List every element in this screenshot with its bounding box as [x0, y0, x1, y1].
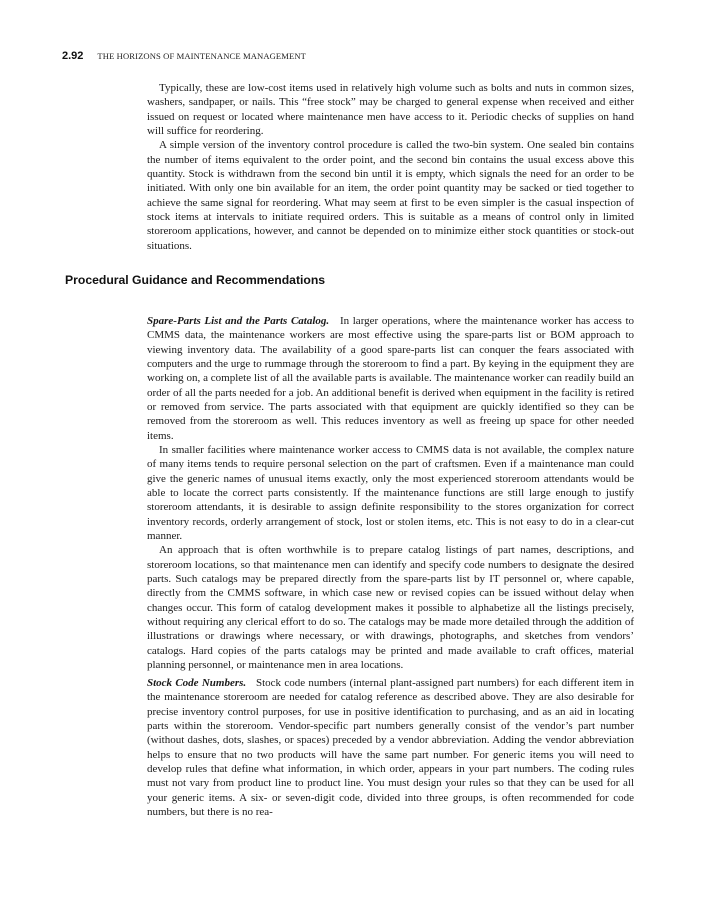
spare-parts-text-block	[147, 314, 634, 672]
stock-codes-text-block	[147, 676, 634, 819]
spare-parts-paragraph-2: In smaller facilities where maintenance worker access to CMMS data is not available, the complex nature of many items tends to require personal selection on the part of craftsmen. Even if a maintenance man could give the generic names of unusual items exactly, only the most experienced storeroom attendants would be able to locate the correct parts consistently. If the maintenance functions are still large enough to justify storeroom attendants, it is desirable to assign definite responsibility to the stores organization for correct inventory records, orderly arrangement of stock, lost or stolen items, etc. This is not easy to do in a clear-cut manner.	[147, 443, 634, 542]
stock-codes-paragraph-1	[147, 676, 634, 819]
stock-codes-paragraph-1-text: Stock code numbers (internal plant-assigned part numbers) for each different item in the maintenance storeroom are needed for catalog reference as described above. They are also desirable for precise inventory control purposes, for use in positive identification to purchasing, and as an aid in locating parts within the storeroom. Vendor-specific part numbers generally consist of the vendor’s part number (without dashes, dots, slashes, or spaces) preceded by a vendor abbreviation. Adding the vendor abbreviation helps to ensure that no two products will have the same part number. For generic items you will need to develop rules that define what information, in which order, appears in your part numbers. The coding rules must not vary from product line to product line. You must design your rules so that they can be used for all your generic items. A six- or seven-digit code, divided into three groups, is often recommended for code numbers, but there is no rea-	[147, 677, 634, 818]
page-number: 2.92	[62, 50, 84, 62]
spare-parts-run-in-heading: Spare-Parts List and the Parts Catalog.	[147, 315, 330, 327]
page-header	[62, 50, 662, 64]
running-head: THE HORIZONS OF MAINTENANCE MANAGEMENT	[97, 51, 307, 61]
intro-text-block	[147, 81, 634, 253]
stock-codes-run-in-heading: Stock Code Numbers.	[147, 677, 247, 689]
spare-parts-paragraph-1-text: In larger operations, where the maintenance worker has access to CMMS data, the maintenance workers are most effective using the spare-parts list or BOM approach to viewing inventory data. The availability of a good spare-parts list can conquer the fears associated with computers and the urge to rummage through the storeroom to find a part. By keying in the equipment they are working on, a complete list of all the available parts is available. The maintenance worker can readily build an order of all the parts needed for a job. An additional benefit is derived when equipment in the facility is retired or removed from service. The parts associated with that equipment are quickly identified so they can be removed from the storeroom as well. This reduces inventory as well as freeing up space for other needed items.	[147, 315, 634, 442]
section-heading: Procedural Guidance and Recommendations	[65, 273, 326, 287]
intro-paragraph-1: Typically, these are low-cost items used in relatively high volume such as bolts and nuts in common sizes, washers, sandpaper, or nails. This “free stock” may be charged to general expense when received and either issued on request or located where maintenance men have access to it. Periodic checks of supplies on hand will suffice for reordering.	[147, 82, 634, 137]
spare-parts-paragraph-3: An approach that is often worthwhile is to prepare catalog listings of part names, descriptions, and storeroom locations, so that maintenance men can identify and specify code numbers to designate the desired parts. Such catalogs may be prepared directly from the spare-parts list by IT personnel or, where capable, directly from the CMMS software, in which case new or revised copies can be issued without delay when changes occur. This form of catalog development makes it possible to alphabetize all the listings precisely, without requiring any clerical effort to do so. The catalogs may be made more detailed through the addition of illustrations or drawings where necessary, or with drawings, photographs, and sketches from vendors’ catalogs. Hard copies of the parts catalogs may be printed and made available to craft offices, material planning personnel, or maintenance men in area locations.	[147, 544, 634, 671]
intro-paragraph-2: A simple version of the inventory control procedure is called the two-bin system. One sealed bin contains the number of items equivalent to the order point, and the second bin contains the usual excess above this quantity. Stock is withdrawn from the second bin until it is empty, which signals the need for an order to be initiated. With only one bin available for an item, the order point quantity may be sacked or tied together to achieve the same signal for reordering. What may seem at first to be even simpler is the casual inspection of stock items at intervals to initiate required orders. This is suitable as a means of control only in limited storeroom applications, however, and cannot be depended on to minimize either stock quantities or stock-out situations.	[147, 139, 634, 252]
spare-parts-paragraph-1	[147, 314, 634, 443]
